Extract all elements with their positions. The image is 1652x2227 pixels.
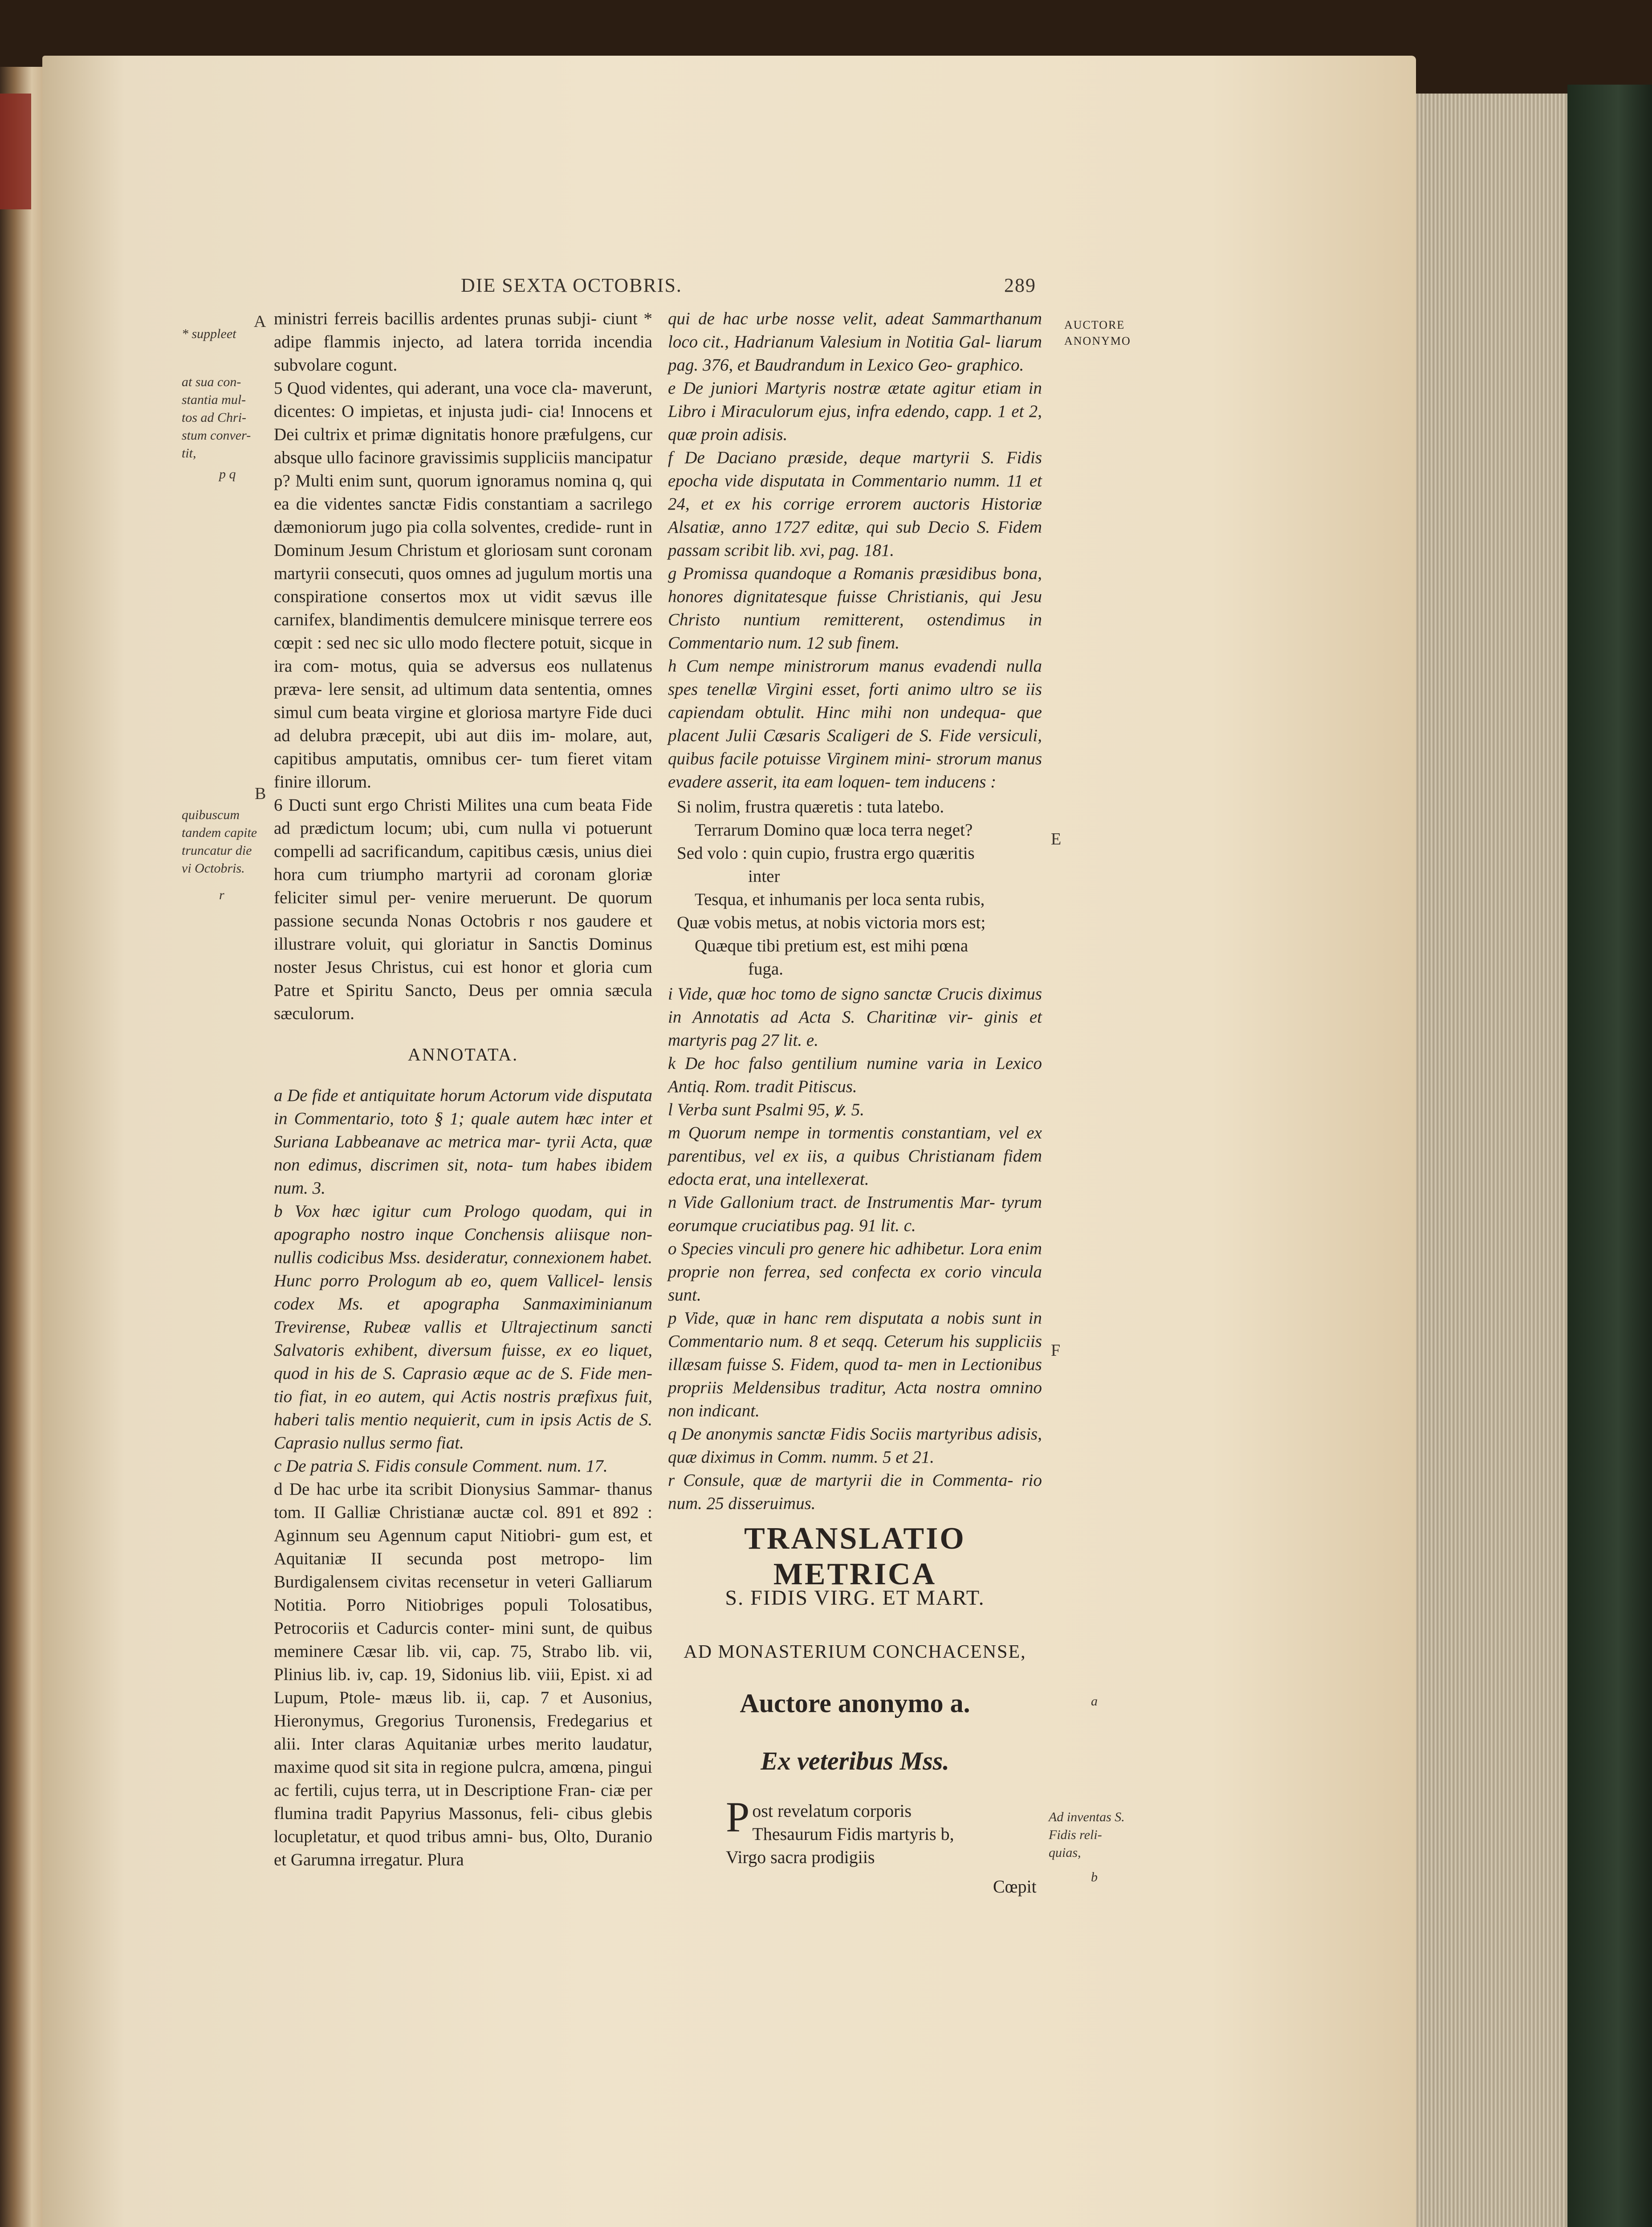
note-f: f De Daciano præside, deque martyrii S. Fidis epocha vide disputata in Commentario numm. 11 et 24, et ex his corrige errorem auctoris Historiæ Alsatiæ, anno 1727 editæ, qui sub Decio S. Fidem passam scribit lib. xvi, pag. 181. (668, 448, 1042, 560)
note-i: i Vide, quæ hoc tomo de signo sanctæ Crucis diximus in Annotatis ad Acta S. Charitinæ vir- ginis et martyris pag 27 lit. e. (668, 984, 1042, 1050)
adjacent-page-edge (0, 67, 42, 2227)
note-h: h Cum nempe ministrorum manus evadendi nulla spes tenellæ Virgini esset, forti animo ultro se iis capiendam obtulit. Hinc mihi non undequa- que placent Julii Cæsaris Scaligeri de S. Fide versiculi, quibus facile potuisse Virginem mini- strorum manus evadere asserit, ita eam loquen- tem inducens : (668, 657, 1042, 791)
margin-marker-a: A (254, 312, 266, 331)
note-g: g Promissa quandoque a Romanis præsidibus bona, honores dignitatesque fuisse Christianis, qui Jesu Christo nuntium remitterent, ostendimus in Commentario num. 12 sub finem. (668, 564, 1042, 653)
margin-marker-f: F (1051, 1341, 1061, 1360)
translatio-title: TRANSLATIO METRICA (744, 1521, 966, 1591)
translatio-source: Ex veteribus Mss. (761, 1746, 949, 1775)
margin-note-supple: * suppleet (182, 326, 236, 341)
translatio-monastery: AD MONASTERIUM CONCHACENSE, (684, 1642, 1026, 1662)
margin-note-quibuscum: quibuscum tandem capite truncatur die vi Octobris. (182, 808, 257, 876)
note-r: r Consule, quæ de martyrii die in Commenta- rio num. 25 disseruimus. (668, 1471, 1042, 1513)
verse-line: fuga. (748, 959, 784, 979)
note-m: m Quorum nempe in tormentis constantiam, vel ex parentibus, vel ex iis, a quibus Christianam fidem edocta erat, una intellexerat. (668, 1123, 1042, 1189)
note-q: q De anonymis sanctæ Fidis Sociis martyribus adisis, quæ diximus in Comm. numm. 5 et 21. (668, 1424, 1042, 1467)
right-column (668, 307, 1042, 1515)
paragraph-1: ministri ferreis bacillis ardentes prunas subji- ciunt * adipe flammis injecto, ad latera torrida incendia subvolare cogunt. (274, 309, 652, 375)
note-k: k De hoc falso gentilium numine varia in Lexico Antiq. Rom. tradit Pitiscus. (668, 1054, 1042, 1096)
verse-line: Tesqua, et inhumanis per loca senta rubis, (695, 890, 985, 909)
note-p: p Vide, quæ in hanc rem disputata a nobis sunt in Commentario num. 8 et seqq. Ceterum his suppliciis illæsam fuisse S. Fidem, quod ta- men in Lectionibus propriis Meldensibus traditur, Acta nostra omnino non indicant. (668, 1309, 1042, 1420)
note-c: c De patria S. Fidis consule Comment. num. 17. (274, 1456, 608, 1476)
poem-start (726, 1793, 1029, 1869)
poem-line: Thesaurum Fidis martyris b, (752, 1824, 954, 1844)
book-cover (1567, 85, 1652, 2227)
note-d-cont: qui de hac urbe nosse velit, adeat Sammarthanum loco cit., Hadrianum Valesium in Notitia Gal- liarum pag. 376, et Baudrandum in Lexico Geo- graphico. (668, 309, 1042, 375)
annotata-heading: ANNOTATA. (407, 1044, 519, 1065)
paragraph-5: 5 Quod videntes, qui aderant, una voce cla- maverunt, dicentes: O impietas, et injusta judi- cia! Innocens et Dei cultrix et primæ dignitatis honore præfulgens, cur absque ullo facinore gravissimis suppliciis mancipatur p? Multi enim sunt, quorum ignoramus nomina q, qui ea die videntes sanctæ Fidis constantiam a sacrilego dæmoniorum jugo pia colla solventes, credide- runt in Dominum Jesum Christum et gloriosam sunt coronam martyrii consecuti, quos omnes ad jugulum mortis una conspiratione consertos mox ut vidit sævus ille carnifex, blandimentis demulcere minisque terrere eos cœpit : sed nec sic ullo modo flectere potuit, sicque in ira com- motus, quia se adversus eos nullatenus præva- lere sensit, ad ultimum data sententia, omnes simul cum beata virgine et gloriosa martyre Fide duci ad delubra præcepit, ubi aut diis im- molare, aut, capitibus amputatis, omnibus cer- tum fieret vitam finire illorum. (274, 379, 652, 791)
catchword: Cœpit (993, 1876, 1037, 1897)
poem-line: Virgo sacra prodigiis (726, 1847, 875, 1867)
translatio-subtitle: S. FIDIS VIRG. ET MART. (725, 1586, 985, 1610)
book-fore-edge (1407, 94, 1585, 2227)
verse-line: Quæque tibi pretium est, est mihi pœna (695, 936, 968, 955)
verse-line: Sed volo : quin cupio, frustra ergo quæritis (677, 844, 975, 863)
note-b: b Vox hæc igitur cum Prologo quodam, qui in apographo nostro inque Conchensis aliisque non- nullis codicibus Mss. desideratur, connexionem habet. Hunc porro Prologum ab eo, quem Vallicel- lensis codex Ms. et apographa Sanmaximinianum Trevirense, Rubeæ vallis et Ultrajectinum sancti Salvatoris exhibent, diversum fuisse, ex eo liquet, quod in his de S. Caprasio æque ac de S. Fide men- tio fiat, in eo autem, qui Actis nostris præfixus fuit, haberi talis mentio nequierit, cum in ipsis Actis de S. Caprasio nullus sermo fiat. (274, 1202, 652, 1452)
margin-note-pq: p q (219, 467, 236, 481)
running-title: DIE SEXTA OCTOBRIS. (461, 274, 682, 296)
verse-line: Si nolim, frustra quæretis : tuta latebo. (677, 797, 944, 816)
translatio-author: Auctore anonymo a. (740, 1689, 970, 1718)
note-n: n Vide Gallonium tract. de Instrumentis Mar- tyrum eorumque cruciatibus pag. 91 lit. c. (668, 1193, 1042, 1235)
margin-marker-b: B (255, 784, 266, 803)
note-e: e De juniori Martyris nostræ ætate agitur etiam in Libro i Miraculorum ejus, infra edendo, capp. 1 et 2, quæ proin adisis. (668, 379, 1042, 444)
verse-line: Quæ vobis metus, at nobis victoria mors est; (677, 913, 986, 932)
margin-note-r: r (219, 888, 224, 902)
margin-note-constantia: at sua con- stantia mul- tos ad Chri- stum conver- tit, (182, 375, 251, 461)
drop-cap: P (726, 1793, 750, 1841)
margin-note-ad-inventas: Ad inventas S. Fidis reli- quias, (1049, 1810, 1125, 1860)
note-l: l Verba sunt Psalmi 95, ꝟ. 5. (668, 1100, 865, 1119)
page-number: 289 (1004, 274, 1036, 296)
note-d: d De hac urbe ita scribit Dionysius Sammar- thanus tom. II Galliæ Christianæ auctæ col. 891 et 892 : Aginnum seu Agennum caput Nitiobri- gum est, et Aquitaniæ II secunda post metropo- lim Burdigalensem civitas recensetur in veteri Galliarum Notitia. Porro Nitiobriges populi Tolosatibus, Petrocoriis et Cadurcis conter- mini sunt, de quibus meminere Cæsar lib. vii, cap. 75, Strabo lib. vii, Plinius lib. iv, cap. 19, Sidonius lib. viii, Epist. xi ad Lupum, Ptole- mæus lib. ii, cap. 7 et Ausonius, Hieronymus, Gregorius Turonensis, Fredegarius et alii. Inter claras Aquitaniæ urbes merito laudatur, maxime quod sit sita in regione pulcra, amœna, pingui ac fertili, cujus terra, ut in Descriptione Fran- ciæ per flumina tradit Papyrius Massonus, feli- cibus glebis locupletatur, et quod tribus amni- bus, Olto, Duranio et Garumna irregatur. Plura (274, 1480, 652, 1869)
margin-note-b: b (1091, 1870, 1098, 1884)
scaliger-verses (668, 795, 1042, 981)
note-a: a De fide et antiquitate horum Actorum vide disputata in Commentario, toto § 1; quale autem hæc inter et Suriana Labbeanave ac metrica mar- tyrii Acta, quæ non edimus, discrimen sit, nota- tum habes ibidem num. 3. (274, 1086, 652, 1198)
margin-note-a: a (1091, 1694, 1098, 1709)
poem-line: ost revelatum corporis (752, 1801, 912, 1821)
verse-line: inter (748, 867, 780, 886)
paragraph-6: 6 Ducti sunt ergo Christi Milites una cum beata Fide ad prædictum locum; ubi, cum nulla vi potuerunt compelli ad sacrificandum, capitibus cæsis, unius diei hora cum triumpho martyrii ad coronam gloriæ feliciter simul per- venire meruerunt. De quorum passione secunda Nonas Octobris r nos gaudere et illustrare voluit, qui gloriatur in Sanctis Dominus noster Jesus Christus, cui est honor et gloria cum Patre et Spiritu Sancto, Deus per omnia sæcula sæculorum. (274, 795, 652, 1023)
bookmark-ribbon (0, 94, 31, 209)
verse-line: Terrarum Domino quæ loca terra neget? (695, 820, 973, 840)
margin-marker-e: E (1051, 830, 1062, 848)
margin-auctore-anonymo: AUCTORE ANONYMO (1064, 318, 1131, 347)
note-o: o Species vinculi pro genere hic adhibetur. Lora enim proprie non ferrea, sed confecta ex corio vincula sunt. (668, 1239, 1042, 1305)
left-column (274, 307, 652, 1872)
